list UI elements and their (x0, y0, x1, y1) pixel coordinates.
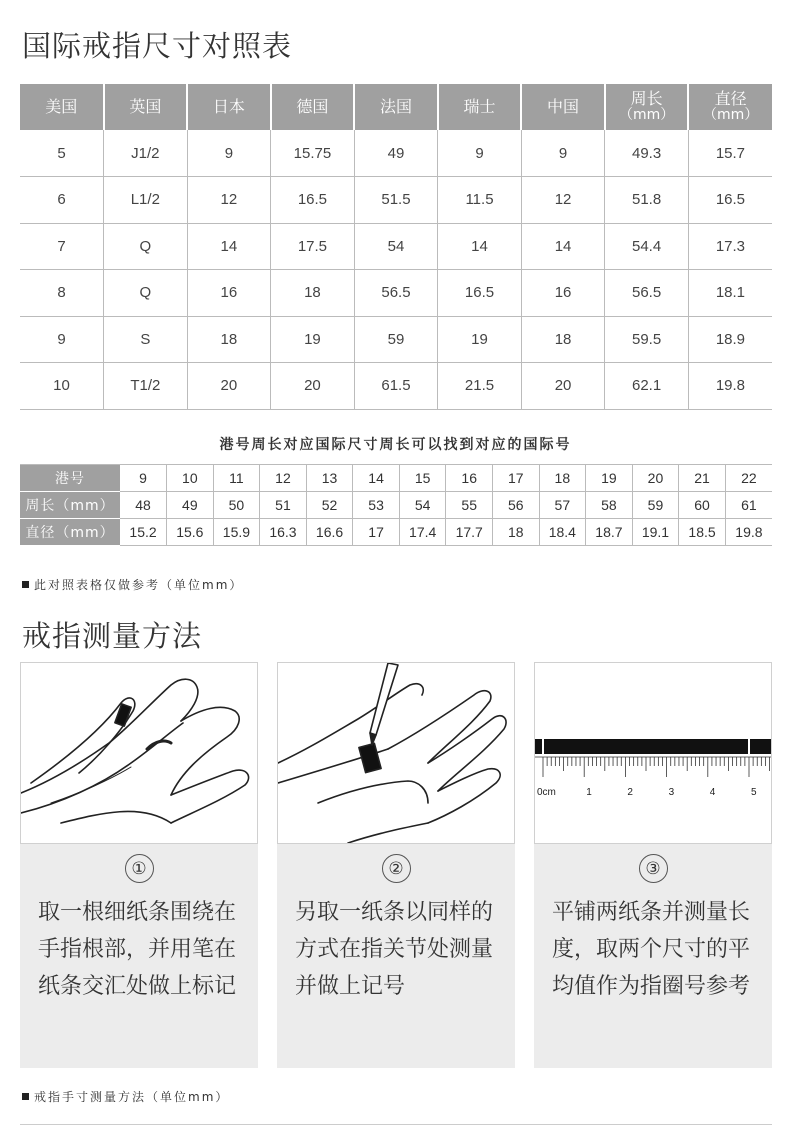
step-number-2: ② (382, 854, 411, 883)
hk-table-cell: 17 (353, 519, 400, 546)
table-row (20, 363, 772, 410)
step-text-3: 平铺两纸条并测量长度，取两个尺寸的平均值作为指圈号参考 (552, 900, 751, 999)
hk-table-cell: 11 (213, 465, 260, 492)
hk-table-cell: 19.1 (632, 519, 679, 546)
column-header-label: 美国 (45, 96, 78, 116)
column-header-label: 周长 (630, 89, 663, 109)
table-header-row (20, 84, 772, 130)
table-cell: 19 (438, 316, 522, 363)
hk-table-cell: 18 (493, 519, 540, 546)
table-cell: 20 (187, 363, 271, 410)
hk-table-cell: 9 (120, 465, 167, 492)
page-title: 国际戒指尺寸对照表 (22, 29, 293, 63)
column-header-label: 瑞士 (463, 96, 496, 116)
hk-table-cell: 15.2 (120, 519, 167, 546)
step-number-3: ③ (639, 854, 668, 883)
step-description-1 (20, 844, 258, 1068)
hk-table-cell: 52 (306, 492, 353, 519)
table-cell: 12 (187, 177, 271, 224)
hk-table-cell: 15.9 (213, 519, 260, 546)
column-header (438, 84, 522, 130)
table-cell: 9 (187, 130, 271, 177)
table-cell: 19.8 (688, 363, 772, 410)
ruler-label: 5 (751, 787, 757, 798)
table-cell: 62.1 (605, 363, 689, 410)
table-cell: 18.1 (688, 270, 772, 317)
hk-table-cell: 12 (260, 465, 307, 492)
hk-table-cell: 15.6 (167, 519, 214, 546)
table-cell: 12 (521, 177, 605, 224)
column-header-label: 法国 (379, 96, 412, 116)
table-cell: 59.5 (605, 316, 689, 363)
hk-table-cell: 17.7 (446, 519, 493, 546)
table-cell: 9 (521, 130, 605, 177)
hk-table-cell: 10 (167, 465, 214, 492)
ruler-label: 3 (668, 787, 675, 798)
table-row (20, 270, 772, 317)
table-row (20, 223, 772, 270)
measure-method-title: 戒指测量方法 (22, 619, 203, 653)
table-cell: T1/2 (104, 363, 188, 410)
hk-table-cell: 58 (586, 492, 633, 519)
table-cell: 18 (521, 316, 605, 363)
hk-table-cell: 21 (679, 465, 726, 492)
column-header (104, 84, 188, 130)
table-cell: 61.5 (354, 363, 438, 410)
ruler-label: 2 (627, 787, 633, 798)
step-panel-1 (20, 662, 258, 1068)
column-header-label: 直径 (714, 89, 747, 109)
table-cell: 20 (271, 363, 355, 410)
hk-table-cell: 18.7 (586, 519, 633, 546)
table-cell: 59 (354, 316, 438, 363)
ring-size-table (20, 84, 772, 410)
paper-strip (535, 739, 772, 754)
hk-row-label: 港号 (20, 465, 120, 492)
table-cell: 17.5 (271, 223, 355, 270)
hk-table-cell: 16 (446, 465, 493, 492)
hk-table-cell: 16.3 (260, 519, 307, 546)
hk-table-row (20, 465, 772, 492)
table-cell: 18 (187, 316, 271, 363)
table-cell: 6 (20, 177, 104, 224)
table-cell: 14 (438, 223, 522, 270)
hk-table-cell: 22 (725, 465, 772, 492)
step-description-3 (534, 844, 772, 1068)
hk-row-label: 直径（mm） (20, 519, 120, 546)
table-cell: 5 (20, 130, 104, 177)
column-header (521, 84, 605, 130)
hand-pen-illustration (277, 662, 515, 844)
table-cell: 16 (187, 270, 271, 317)
table-cell: 49 (354, 130, 438, 177)
hk-table-cell: 51 (260, 492, 307, 519)
hk-table-cell: 16.6 (306, 519, 353, 546)
table-cell: 18.9 (688, 316, 772, 363)
table-cell: 49.3 (605, 130, 689, 177)
hk-table-caption: 港号周长对应国际尺寸周长可以找到对应的国际号 (219, 437, 572, 453)
ruler-label: 4 (709, 787, 716, 798)
column-header (20, 84, 104, 130)
column-header (605, 84, 689, 130)
table-cell: Q (104, 270, 188, 317)
table-cell: 16 (521, 270, 605, 317)
column-header-label: 英国 (129, 96, 162, 116)
table-cell: 8 (20, 270, 104, 317)
hk-table-cell: 18.4 (539, 519, 586, 546)
step-panel-3 (534, 662, 772, 1068)
bottom-divider (20, 1124, 772, 1125)
table-cell: 9 (438, 130, 522, 177)
column-header (354, 84, 438, 130)
table-cell: 56.5 (354, 270, 438, 317)
hand-wrap-illustration (20, 662, 258, 844)
hk-table-row (20, 492, 772, 519)
table-cell: 15.7 (688, 130, 772, 177)
table-cell: 51.8 (605, 177, 689, 224)
table-cell: 11.5 (438, 177, 522, 224)
table-cell: 7 (20, 223, 104, 270)
step-number-1: ① (125, 854, 154, 883)
hk-table-cell: 48 (120, 492, 167, 519)
table-cell: 54 (354, 223, 438, 270)
table-cell: J1/2 (104, 130, 188, 177)
column-header-label: 德国 (296, 96, 329, 116)
table-row (20, 177, 772, 224)
column-header-unit: （mm） (618, 107, 675, 124)
table-cell: 54.4 (605, 223, 689, 270)
ruler-label: 1 (586, 787, 592, 798)
hk-table-cell: 60 (679, 492, 726, 519)
table-cell: L1/2 (104, 177, 188, 224)
table-cell: 19 (271, 316, 355, 363)
hk-table-cell: 53 (353, 492, 400, 519)
hk-row-label: 周长（mm） (20, 492, 120, 519)
table-row (20, 130, 772, 177)
table-cell: 15.75 (271, 130, 355, 177)
hk-table-cell: 18.5 (679, 519, 726, 546)
table-cell: 20 (521, 363, 605, 410)
hk-table-cell: 54 (399, 492, 446, 519)
table-row (20, 316, 772, 363)
table-cell: S (104, 316, 188, 363)
hk-table-cell: 17.4 (399, 519, 446, 546)
step-description-2 (277, 844, 515, 1068)
column-header-unit: （mm） (703, 107, 759, 124)
hk-table-cell: 59 (632, 492, 679, 519)
hk-table-cell: 56 (493, 492, 540, 519)
hk-table-cell: 57 (539, 492, 586, 519)
ruler-illustration (534, 662, 772, 844)
table-cell: 56.5 (605, 270, 689, 317)
table-note-text: 此对照表格仅做参考（单位mm） (34, 578, 244, 592)
table-cell: 16.5 (688, 177, 772, 224)
table-cell: 10 (20, 363, 104, 410)
table-cell: 16.5 (438, 270, 522, 317)
hk-table-cell: 15 (399, 465, 446, 492)
column-header (187, 84, 271, 130)
ruler-label: 0cm (537, 787, 556, 798)
measure-note-text: 戒指手寸测量方法（单位mm） (34, 1090, 230, 1104)
bullet-square-icon (22, 581, 29, 588)
table-cell: 16.5 (271, 177, 355, 224)
table-cell: Q (104, 223, 188, 270)
hk-table-row (20, 519, 772, 546)
step-text-1: 取一根细纸条围绕在手指根部，并用笔在纸条交汇处做上标记 (38, 900, 237, 999)
measure-steps (20, 662, 772, 1068)
table-cell: 17.3 (688, 223, 772, 270)
hk-table-cell: 13 (306, 465, 353, 492)
column-header (271, 84, 355, 130)
table-cell: 14 (187, 223, 271, 270)
hk-table-cell: 17 (493, 465, 540, 492)
table-cell: 21.5 (438, 363, 522, 410)
hk-table-cell: 49 (167, 492, 214, 519)
step-panel-2 (277, 662, 515, 1068)
hk-table-cell: 18 (539, 465, 586, 492)
hk-table-cell: 19 (586, 465, 633, 492)
table-cell: 14 (521, 223, 605, 270)
hk-table-cell: 14 (353, 465, 400, 492)
hk-table-cell: 61 (725, 492, 772, 519)
hk-table-cell: 55 (446, 492, 493, 519)
table-note (22, 576, 243, 593)
table-cell: 18 (271, 270, 355, 317)
step-text-2: 另取一纸条以同样的方式在指关节处测量并做上记号 (295, 900, 494, 999)
hk-table-cell: 50 (213, 492, 260, 519)
column-header-label: 日本 (212, 96, 245, 116)
measure-note (22, 1088, 229, 1105)
table-cell: 9 (20, 316, 104, 363)
hk-size-table (20, 464, 772, 546)
hk-table-cell: 20 (632, 465, 679, 492)
column-header-label: 中国 (547, 96, 580, 116)
bullet-square-icon (22, 1093, 29, 1100)
table-cell: 51.5 (354, 177, 438, 224)
column-header (688, 84, 772, 130)
hk-table-cell: 19.8 (725, 519, 772, 546)
